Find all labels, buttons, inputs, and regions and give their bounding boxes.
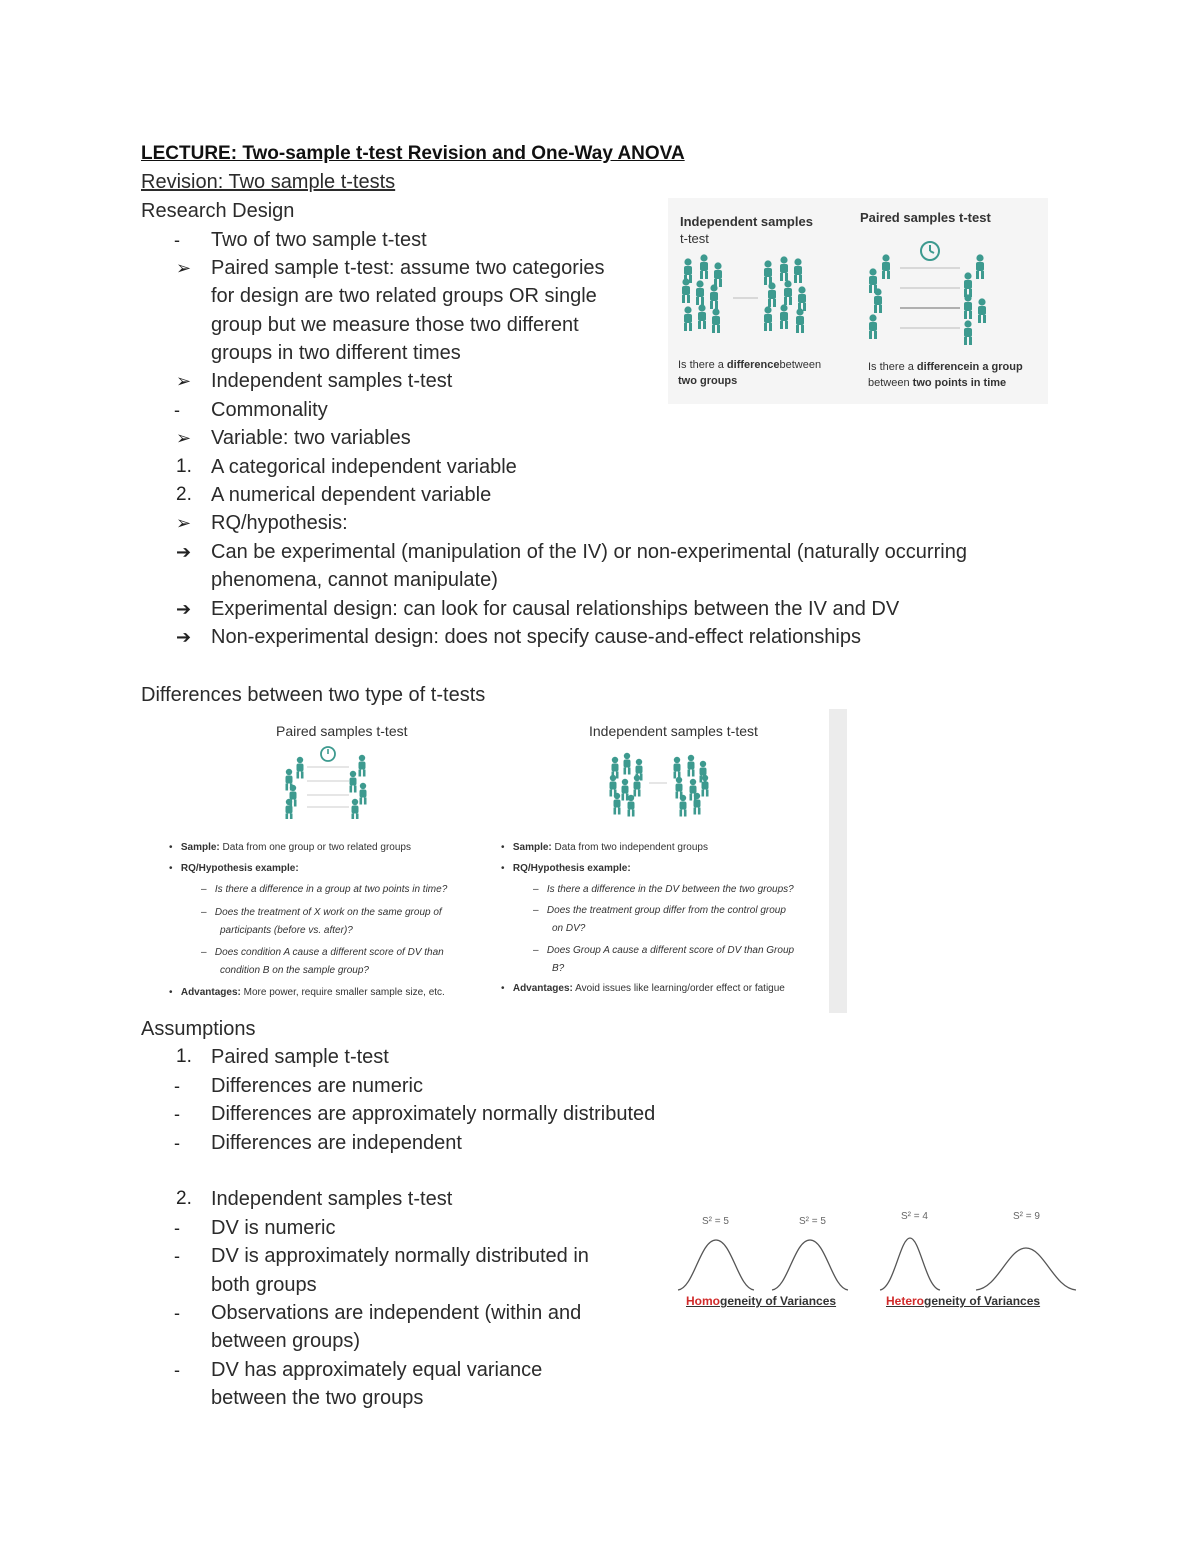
list-marker: ➔ <box>176 542 192 562</box>
list-item: Independent samples t-test <box>211 370 453 392</box>
paired-example-cont: condition B on the sample group? <box>220 965 369 976</box>
paired-example: – Does condition A cause a different score of DV than <box>201 947 444 958</box>
assumption-item-cont: both groups <box>211 1274 317 1296</box>
page-title: LECTURE: Two-sample t-test Revision and One-Way ANOVA <box>141 143 685 164</box>
list-marker: - <box>174 230 180 250</box>
independent-example: – Is there a difference in the DV between the two groups? <box>533 884 794 895</box>
assumption-item: Differences are independent <box>211 1132 462 1154</box>
assumption-item: Observations are independent (within and <box>211 1302 582 1324</box>
independent-example-cont: B? <box>552 963 565 974</box>
list-item-continuation: phenomena, cannot manipulate) <box>211 569 498 591</box>
assumption-item: Differences are approximately normally distributed <box>211 1103 656 1125</box>
list-marker: - <box>174 1360 180 1380</box>
list-marker: ➢ <box>176 371 192 391</box>
independent-caption-2: two groups <box>678 375 738 387</box>
variance-figure <box>672 1200 1080 1316</box>
people-comparison-icon <box>155 709 847 819</box>
list-item: Two of two sample t-test <box>211 229 427 251</box>
variance-label: S² = 5 <box>702 1216 729 1227</box>
list-item: Paired sample t-test: assume two categories <box>211 257 605 279</box>
independent-title-2: t-test <box>680 231 709 246</box>
list-marker: - <box>174 1303 180 1323</box>
list-marker: 1. <box>176 1046 192 1067</box>
list-item: Can be experimental (manipulation of the IV) or non-experimental (naturally occurring <box>211 541 967 563</box>
ttest-types-figure <box>668 198 1048 404</box>
list-item: RQ/hypothesis: <box>211 512 348 534</box>
list-item: Non-experimental design: does not specify cause-and-effect relationships <box>211 626 861 648</box>
list-item: A categorical independent variable <box>211 456 517 478</box>
independent-assumptions-heading: Independent samples t-test <box>211 1188 453 1210</box>
list-marker: 2. <box>176 484 192 505</box>
paired-column-title: Paired samples t-test <box>276 723 408 739</box>
list-marker: - <box>174 400 180 420</box>
list-item: Variable: two variables <box>211 427 411 449</box>
independent-advantages-line: • Advantages: Avoid issues like learning/order effect or fatigue <box>501 983 785 994</box>
list-marker: - <box>174 1104 180 1124</box>
list-marker: 2. <box>176 1188 192 1209</box>
assumption-item: Differences are numeric <box>211 1075 423 1097</box>
list-item-continuation: groups in two different times <box>211 342 461 364</box>
independent-sample-line: • Sample: Data from two independent groups <box>501 842 708 853</box>
paired-title: Paired samples t-test <box>860 210 991 225</box>
section-subtitle: Revision: Two sample t-tests <box>141 171 396 193</box>
paired-advantages-line: • Advantages: More power, require smaller sample size, etc. <box>169 987 445 998</box>
list-marker: - <box>174 1218 180 1238</box>
paired-assumptions-heading: Paired sample t-test <box>211 1046 389 1068</box>
list-marker: ➔ <box>176 599 192 619</box>
independent-example-cont: on DV? <box>552 923 586 934</box>
variance-label: S² = 9 <box>1013 1211 1040 1222</box>
list-marker: ➢ <box>176 258 192 278</box>
list-item-continuation: group but we measure those two different <box>211 314 579 336</box>
list-item: Commonality <box>211 399 328 421</box>
paired-sample-line: • Sample: Data from one group or two related groups <box>169 842 411 853</box>
assumption-item: DV has approximately equal variance <box>211 1359 543 1381</box>
assumption-item: DV is numeric <box>211 1217 336 1239</box>
assumption-item-cont: between the two groups <box>211 1387 424 1409</box>
list-item: A numerical dependent variable <box>211 484 492 506</box>
assumption-item: DV is approximately normally distributed in <box>211 1245 589 1267</box>
variance-label: S² = 4 <box>901 1211 928 1222</box>
list-item-continuation: for design are two related groups OR single <box>211 285 597 307</box>
list-marker: ➔ <box>176 627 192 647</box>
list-marker: 1. <box>176 456 192 477</box>
paired-rq-line: • RQ/Hypothesis example: <box>169 863 299 874</box>
assumption-item-cont: between groups) <box>211 1330 360 1352</box>
homogeneity-label: Homogeneity of Variances <box>686 1294 837 1308</box>
independent-caption: Is there a differencebetween <box>678 359 822 371</box>
independent-title: Independent samples <box>680 214 813 229</box>
independent-example: – Does Group A cause a different score of DV than Group <box>533 945 795 956</box>
paired-example-cont: participants (before vs. after)? <box>220 925 353 936</box>
assumptions-heading: Assumptions <box>141 1018 256 1040</box>
independent-example: – Does the treatment group differ from the control group <box>533 905 786 916</box>
independent-column-title: Independent samples t-test <box>589 723 758 739</box>
comparison-figure <box>155 709 847 1013</box>
list-item: Experimental design: can look for causal relationships between the IV and DV <box>211 598 900 620</box>
independent-rq-line: • RQ/Hypothesis example: <box>501 863 631 874</box>
list-marker: ➢ <box>176 513 192 533</box>
variance-label: S² = 5 <box>799 1216 826 1227</box>
heterogeneity-label: Heterogeneity of Variances <box>886 1294 1041 1308</box>
differences-heading: Differences between two type of t-tests <box>141 684 486 706</box>
list-marker: ➢ <box>176 428 192 448</box>
research-design-heading: Research Design <box>141 200 295 222</box>
paired-example: – Does the treatment of X work on the same group of <box>201 907 442 918</box>
list-marker: - <box>174 1246 180 1266</box>
paired-caption-2: between two points in time <box>868 377 1007 389</box>
list-marker: - <box>174 1076 180 1096</box>
paired-caption: Is there a differencein a group <box>868 361 1023 373</box>
list-marker: - <box>174 1133 180 1153</box>
paired-example: – Is there a difference in a group at two points in time? <box>201 884 448 895</box>
